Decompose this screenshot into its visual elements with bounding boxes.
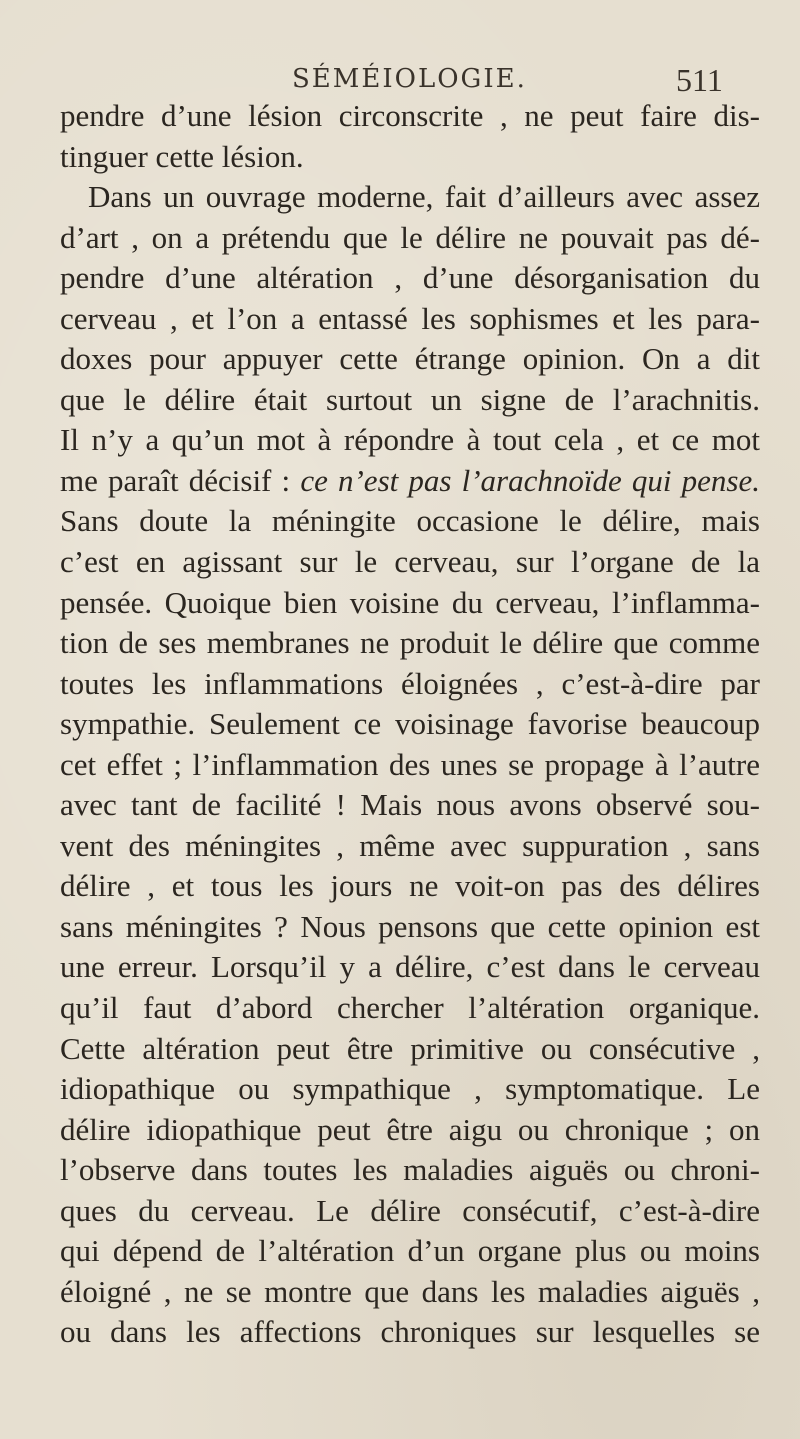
text-line: qu’il faut d’abord chercher l’altération organique. xyxy=(60,990,760,1026)
text-line: délire , et tous les jours ne voit-on pas des délires xyxy=(60,868,760,904)
text-line: Sans doute la méningite occasione le délire, mais xyxy=(60,503,760,539)
text-line-with-italic xyxy=(60,461,760,502)
text-line: sans méningites ? Nous pensons que cette opinion est xyxy=(60,908,760,944)
text-line: qui dépend de l’altération d’un organe plus ou moins xyxy=(60,1233,760,1269)
text-line: sympathie. Seulement ce voisinage favorise beaucoup xyxy=(60,706,760,742)
text-line: une erreur. Lorsqu’il y a délire, c’est dans le cerveau xyxy=(60,949,760,985)
text-line: ques du cerveau. Le délire consécutif, c’est-à-dire xyxy=(60,1192,760,1228)
text-line: toutes les inflammations éloignées , c’est-à-dire par xyxy=(60,665,760,701)
paragraph-start-line: Dans un ouvrage moderne, fait d’ailleurs avec assez xyxy=(88,179,760,215)
text-line: Il n’y a qu’un mot à répondre à tout cela , et ce mot xyxy=(60,422,760,458)
running-head: SÉMÉIOLOGIE. xyxy=(292,64,527,94)
text-line: d’art , on a prétendu que le délire ne pouvait pas dé- xyxy=(60,219,760,255)
text-line: Cette altération peut être primitive ou consécutive , xyxy=(60,1030,760,1066)
line-prefix: me paraît décisif : xyxy=(60,462,301,498)
text-line: l’observe dans toutes les maladies aiguës ou chroni- xyxy=(60,1152,760,1188)
text-line: cerveau , et l’on a entassé les sophismes et les para- xyxy=(60,300,760,336)
body-text xyxy=(60,96,760,1353)
text-line: vent des méningites , même avec suppuration , sans xyxy=(60,827,760,863)
text-line: tinguer cette lésion. xyxy=(60,138,304,174)
text-line: que le délire était surtout un signe de l’arachnitis. xyxy=(60,381,760,417)
italic-quote: ce n’est pas l’arachnoïde qui pense. xyxy=(300,462,761,498)
page-number: 511 xyxy=(676,62,723,98)
text-line: ou dans les affections chroniques sur lesquelles se xyxy=(60,1314,760,1350)
text-line: pendre d’une lésion circonscrite , ne peut faire dis- xyxy=(60,98,760,133)
text-line: c’est en agissant sur le cerveau, sur l’organe de la xyxy=(60,544,760,580)
text-line: doxes pour appuyer cette étrange opinion. On a dit xyxy=(60,341,760,377)
text-line: tion de ses membranes ne produit le délire que comme xyxy=(60,625,760,661)
text-line: éloigné , ne se montre que dans les maladies aiguës , xyxy=(60,1273,760,1309)
text-line: idiopathique ou sympathique , symptomatique. Le xyxy=(60,1071,760,1107)
text-line: pensée. Quoique bien voisine du cerveau, l’inflamma- xyxy=(60,584,760,620)
text-line: cet effet ; l’inflammation des unes se propage à l’autre xyxy=(60,746,760,782)
text-line: délire idiopathique peut être aigu ou chronique ; on xyxy=(60,1111,760,1147)
text-line: pendre d’une altération , d’une désorganisation du xyxy=(60,260,760,296)
text-line: avec tant de facilité ! Mais nous avons observé sou- xyxy=(60,787,760,823)
